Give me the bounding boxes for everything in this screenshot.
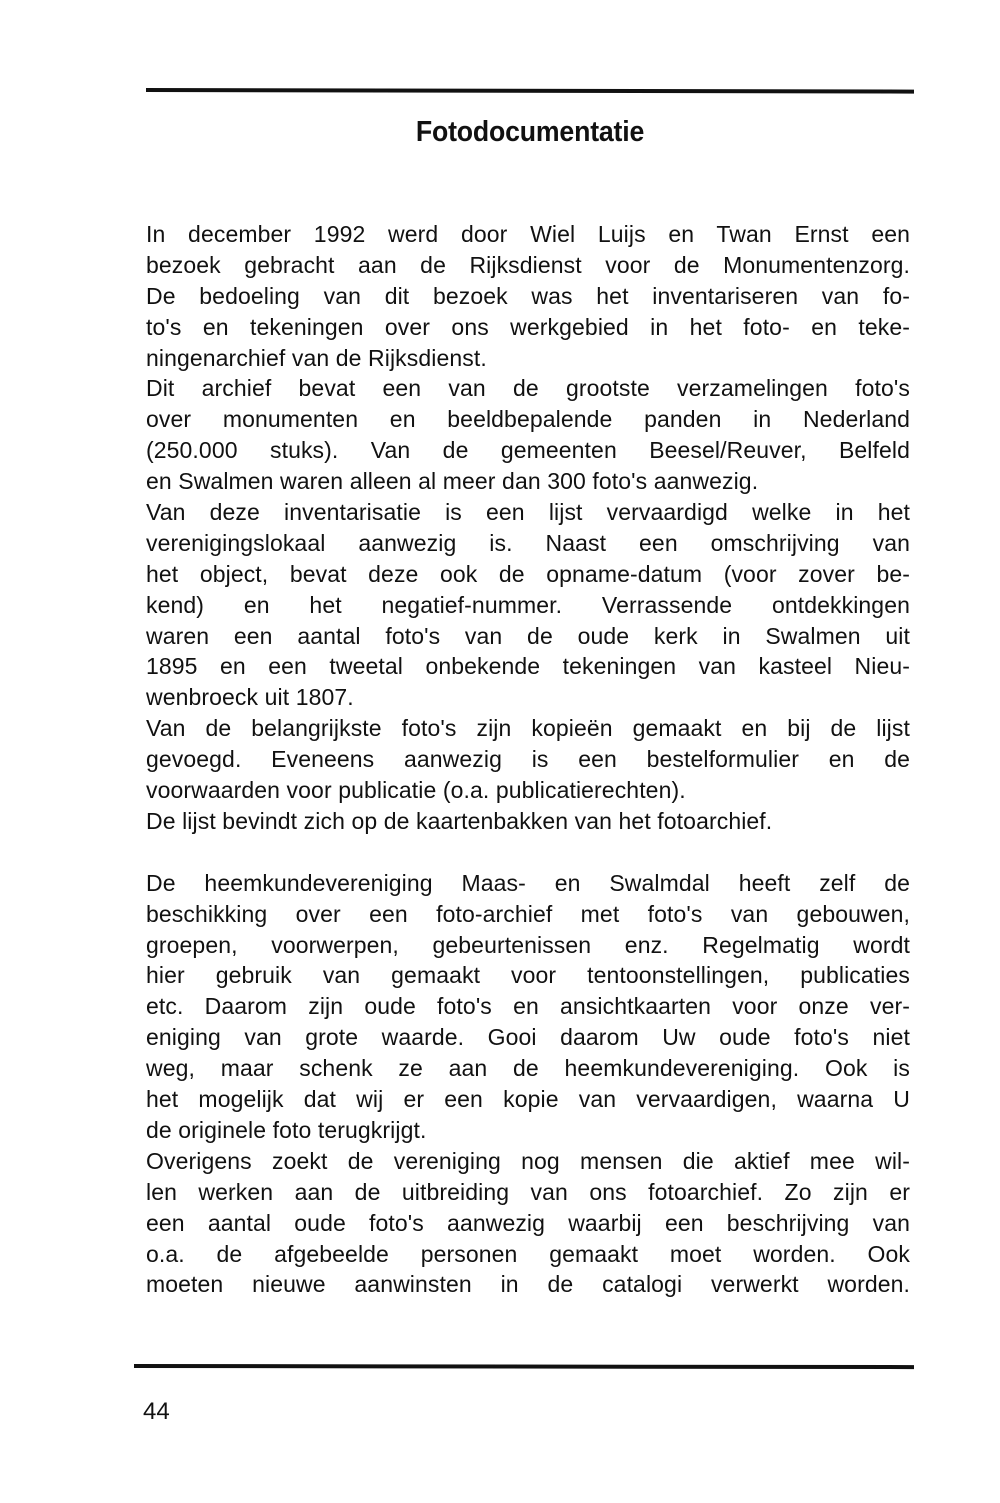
text-line: voorwaarden voor publicatie (o.a. publicatierechten).: [146, 777, 686, 804]
text-line: over monumenten en beeldbepalende panden in Nederland: [146, 406, 910, 433]
text-line: hier gebruik van gemaakt voor tentoonstellingen, publicaties: [146, 962, 910, 989]
paragraph: [146, 806, 910, 837]
text-line: Van de belangrijkste foto's zijn kopieën gemaakt en bij de lijst: [146, 715, 910, 742]
text-line: de originele foto terugkrijgt.: [146, 1116, 427, 1143]
top-rule-divider: [146, 88, 914, 94]
text-line: In december 1992 werd door Wiel Luijs en Twan Ernst een: [146, 221, 910, 247]
text-line: moeten nieuwe aanwinsten in de catalogi verwerkt worden.: [146, 1271, 910, 1298]
text-line: bezoek gebracht aan de Rijksdienst voor de Monumentenzorg.: [146, 251, 910, 278]
text-line: weg, maar schenk ze aan de heemkundevereniging. Ook is: [146, 1055, 910, 1082]
text-line: len werken aan de uitbreiding van ons fotoarchief. Zo zijn er: [146, 1178, 910, 1205]
text-line: waren een aantal foto's van de oude kerk in Swalmen uit: [146, 622, 910, 649]
text-line: Overigens zoekt de vereniging nog mensen die aktief mee wil-: [146, 1147, 910, 1174]
page-number: 44: [143, 1398, 170, 1425]
text-line: ningenarchief van de Rijksdienst.: [146, 344, 487, 371]
text-line: verenigingslokaal aanwezig is. Naast een omschrijving van: [146, 529, 910, 556]
text-line: kend) en het negatief-nummer. Verrassende ontdekkingen: [146, 591, 910, 618]
bottom-rule-divider: [134, 1364, 914, 1369]
paragraph: [146, 868, 910, 1146]
text-line: o.a. de afgebeelde personen gemaakt moet worden. Ook: [146, 1240, 910, 1267]
paragraph: [146, 497, 910, 713]
text-line: (250.000 stuks). Van de gemeenten Beesel/Reuver, Belfeld: [146, 437, 910, 464]
text-line: groepen, voorwerpen, gebeurtenissen enz. Regelmatig wordt: [146, 931, 910, 958]
text-line: De bedoeling van dit bezoek was het inventariseren van fo-: [146, 282, 910, 309]
text-line: Van deze inventarisatie is een lijst vervaardigd welke in het: [146, 499, 910, 526]
text-line: wenbroeck uit 1807.: [146, 684, 354, 711]
text-line: De heemkundevereniging Maas- en Swalmdal heeft zelf de: [146, 869, 910, 896]
text-line: een aantal oude foto's aanwezig waarbij een beschrijving van: [146, 1209, 910, 1236]
text-line: Dit archief bevat een van de grootste verzamelingen foto's: [146, 375, 910, 402]
text-line: en Swalmen waren alleen al meer dan 300 foto's aanwezig.: [146, 468, 759, 495]
text-line: to's en tekeningen over ons werkgebied in het foto- en teke-: [146, 313, 910, 340]
text-line: het mogelijk dat wij er een kopie van vervaardigen, waarna U: [146, 1086, 910, 1113]
text-line: De lijst bevindt zich op de kaartenbakken van het fotoarchief.: [146, 807, 773, 834]
section-spacer: [146, 837, 910, 868]
text-line: gevoegd. Eveneens aanwezig is een bestelformulier en de: [146, 746, 910, 773]
paragraph: [146, 219, 910, 373]
paragraph: [146, 373, 910, 497]
text-line: 1895 en een tweetal onbekende tekeningen van kasteel Nieu-: [146, 653, 910, 680]
text-line: etc. Daarom zijn oude foto's en ansichtkaarten voor onze ver-: [146, 993, 910, 1020]
page-title: Fotodocumentatie: [415, 116, 645, 148]
section-rijksdienst-visit: [146, 219, 910, 837]
text-line: het object, bevat deze ook de opname-datum (voor zover be-: [146, 560, 910, 587]
paragraph: [146, 1146, 910, 1300]
section-own-photo-archive: [146, 868, 910, 1300]
article-body: [146, 219, 910, 1300]
text-line: eniging van grote waarde. Gooi daarom Uw oude foto's niet: [146, 1024, 910, 1051]
paragraph: [146, 713, 910, 806]
text-line: beschikking over een foto-archief met foto's van gebouwen,: [146, 900, 910, 927]
